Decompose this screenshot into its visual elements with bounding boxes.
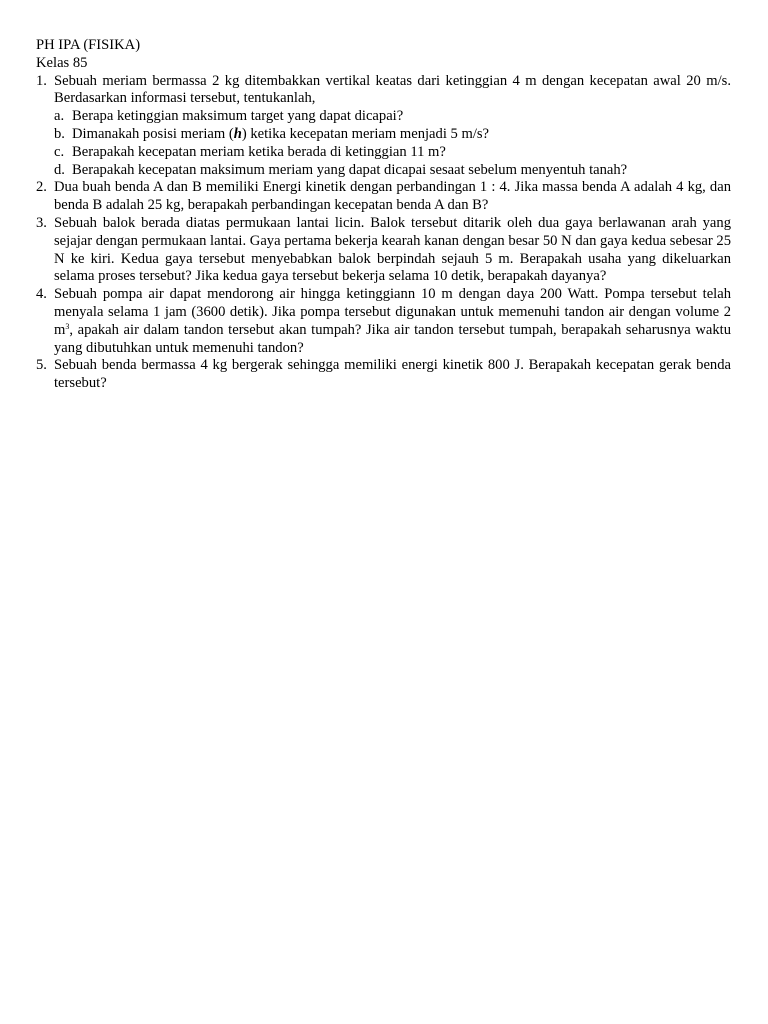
sub-question-b xyxy=(54,126,731,144)
question-5 xyxy=(36,357,731,393)
question-3 xyxy=(36,215,731,286)
question-text xyxy=(54,286,731,357)
question-list xyxy=(36,73,731,393)
question-4 xyxy=(36,286,731,357)
question-number: 1. xyxy=(36,72,47,89)
sub-question-label: c. xyxy=(54,143,65,160)
question-text: Sebuah benda bermassa 4 kg bergerak sehingga memiliki energi kinetik 800 J. Berapakah kecepatan gerak benda tersebut? xyxy=(54,357,731,392)
sub-question-label: d. xyxy=(54,161,65,178)
question-body xyxy=(54,215,731,286)
document-title: PH IPA (FISIKA) xyxy=(36,37,141,53)
sub-question-text-after: ) ketika kecepatan meriam menjadi 5 m/s? xyxy=(241,125,490,142)
document-page xyxy=(36,37,731,393)
sub-question-label: a. xyxy=(54,108,65,125)
sub-question-label: b. xyxy=(54,125,65,142)
class-label: Kelas 85 xyxy=(36,54,88,71)
question-number: 2. xyxy=(36,179,47,196)
sub-question-d xyxy=(54,162,731,180)
question-text: Sebuah meriam bermassa 2 kg ditembakkan vertikal keatas dari ketinggian 4 m dengan kecepatan awal 20 m/s. Berdasarkan informasi tersebut, tentukanlah, xyxy=(54,72,731,107)
sub-question-c xyxy=(54,144,731,162)
question-text: Dua buah benda A dan B memiliki Energi kinetik dengan perbandingan 1 : 4. Jika massa benda A adalah 4 kg, dan benda B adalah 25 kg, berapakah perbandingan kecepatan benda A dan B? xyxy=(54,179,731,214)
volume-exponent: 3 xyxy=(65,321,70,331)
sub-question-text: Berapa ketinggian maksimum target yang dapat dicapai? xyxy=(72,108,404,125)
sub-question-list xyxy=(54,108,731,179)
question-text: Sebuah balok berada diatas permukaan lantai licin. Balok tersebut ditarik oleh dua gaya berlawanan arah yang sejajar dengan permukaan lantai. Gaya pertama bekerja kearah kanan dengan besar 50 N dan gaya kedua sebesar 25 N ke kiri. Kedua gaya tersebut menyebabkan balok berpindah sejauh 5 m. Berapakah usaha yang dikeluarkan selama proses tersebut? Jika kedua gaya tersebut bekerja selama 10 detik, berapakah dayanya? xyxy=(54,214,731,285)
question-2 xyxy=(36,179,731,215)
sub-question-text-before: Dimanakah posisi meriam ( xyxy=(72,125,234,142)
sub-question-text: Berapakah kecepatan maksimum meriam yang dapat dicapai sesaat sebelum menyentuh tanah? xyxy=(72,161,628,178)
sub-question-a xyxy=(54,108,731,126)
question-1 xyxy=(36,73,731,180)
height-symbol: h xyxy=(233,125,242,142)
sub-question-text xyxy=(72,126,731,144)
question-text-after: , apakah air dalam tandon tersebut akan tumpah? Jika air tandon tersebut tumpah, berapakah seharusnya waktu yang dibutuhkan untuk memenuhi tandon? xyxy=(54,321,731,356)
question-text-before: Sebuah pompa air dapat mendorong air hingga ketinggiann 10 m dengan daya 200 Watt. Pompa tersebut telah menyala selama 1 jam (3600 detik). Jika pompa tersebut digunakan untuk memenuhi tandon air dengan volume 2 m xyxy=(54,286,731,338)
question-body xyxy=(54,357,731,393)
question-body xyxy=(54,179,731,215)
question-number: 3. xyxy=(36,214,47,231)
question-number: 5. xyxy=(36,357,47,374)
question-number: 4. xyxy=(36,286,47,303)
question-body xyxy=(54,286,731,357)
sub-question-text: Berapakah kecepatan meriam ketika berada di ketinggian 11 m? xyxy=(72,143,446,160)
question-body xyxy=(54,73,731,180)
